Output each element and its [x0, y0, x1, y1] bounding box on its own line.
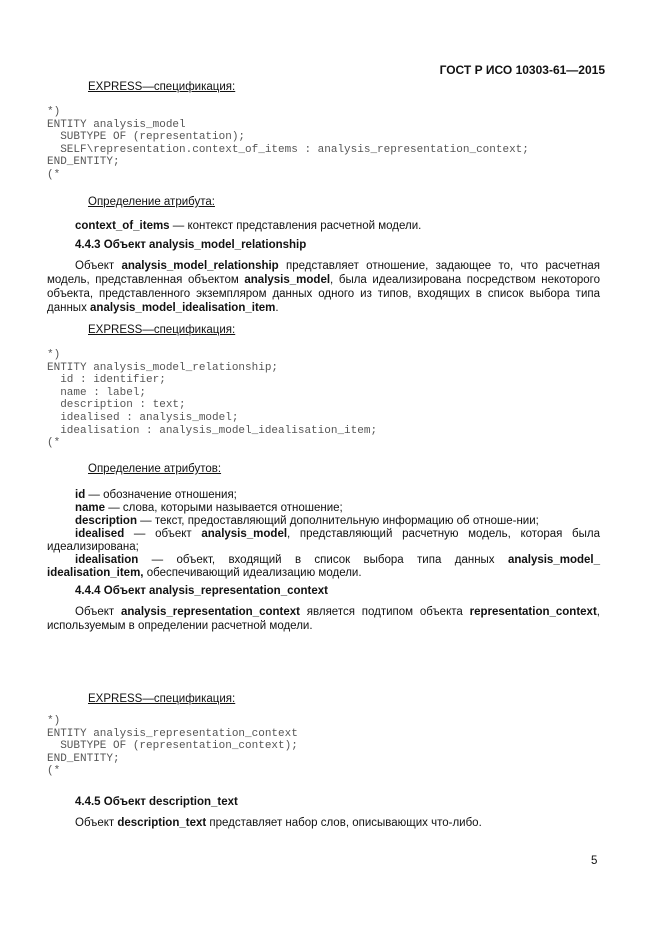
paragraph-4-4-3: [47, 259, 600, 315]
text: .: [275, 302, 279, 314]
term: analysis_model_idealisation_item: [90, 302, 276, 314]
definition-text: — контекст представления расчетной модели.: [169, 220, 422, 232]
text: — слова, которыми называется отношение;: [105, 502, 343, 514]
term: id: [75, 489, 86, 501]
attribute-list: [47, 489, 600, 580]
document-header: ГОСТ Р ИСО 10303-61—2015: [439, 63, 605, 77]
paragraph-4-4-4: [47, 605, 600, 633]
term: analysis_model_relationship: [121, 260, 279, 272]
context-of-items-definition: [47, 220, 600, 233]
text: представляет набор слов, описывающих что-либо.: [206, 817, 482, 829]
term: analysis_model_ idealisation_item,: [47, 554, 600, 579]
term: analysis_model: [201, 528, 288, 540]
attr-description: [47, 515, 600, 528]
express-spec-label: EXPRESS—спецификация:: [88, 324, 236, 336]
attr-idealisation: [47, 554, 600, 580]
text: , используемым в определении расчетной модели.: [47, 606, 600, 632]
text: Объект: [75, 606, 121, 618]
section-heading-4-4-3: 4.4.3 Объект analysis_model_relationship: [75, 239, 307, 251]
express-code-representation-context: *) ENTITY analysis_representation_context SUBTYPE OF (representation_context); END_ENTITY; (*: [47, 715, 298, 778]
attr-idealised: [47, 528, 600, 554]
term: name: [75, 502, 106, 514]
term: analysis_model: [244, 274, 331, 286]
term: description: [75, 515, 137, 527]
text: представляет отношение, задающее то, что расчетная модель, представленная объектом: [47, 260, 601, 286]
term: idealised: [75, 528, 125, 540]
section-heading-4-4-5: 4.4.5 Объект description_text: [75, 796, 238, 808]
term: description_text: [117, 817, 207, 829]
attribute-definition-label: Определение атрибута:: [88, 196, 215, 208]
term: representation_context: [469, 606, 597, 618]
text: — обозначение отношения;: [85, 489, 237, 501]
attr-name: [47, 502, 600, 515]
text: — объект: [124, 528, 202, 540]
term: context_of_items: [75, 220, 170, 232]
text: является подтипом объекта: [299, 606, 470, 618]
text: обеспечивающий идеализацию модели.: [143, 567, 362, 579]
paragraph-4-4-5: [47, 816, 600, 830]
page-number: 5: [591, 855, 598, 867]
term: analysis_representation_context: [121, 606, 300, 618]
express-spec-label: EXPRESS—спецификация:: [88, 81, 236, 93]
express-spec-label: EXPRESS—спецификация:: [88, 693, 236, 705]
express-code-analysis-model: *) ENTITY analysis_model SUBTYPE OF (representation); SELF\representation.context_of_items : analysis_representation_context; END_ENTITY; (*: [47, 106, 529, 181]
text: Объект: [75, 817, 118, 829]
text: — объект, входящий в список выбора типа данных: [138, 554, 508, 566]
text: — текст, предоставляющий дополнительную информацию об отноше-нии;: [136, 515, 539, 527]
attributes-definition-label: Определение атрибутов:: [88, 463, 222, 475]
text: , была идеализирована посредством некоторого объекта, представленного экземпляром данных одного из типов, входящих в список выбора типа данных: [47, 274, 600, 314]
attr-id: [47, 489, 600, 502]
section-heading-4-4-4: 4.4.4 Объект analysis_representation_context: [75, 585, 328, 597]
text: Объект: [75, 260, 122, 272]
express-code-relationship: *) ENTITY analysis_model_relationship; id : identifier; name : label; description : text; idealised : analysis_model; idealisation : analysis_model_idealisation_item; (*: [47, 349, 378, 450]
term: idealisation: [75, 554, 139, 566]
text: , представляющий расчетную модель, которая была идеализирована;: [47, 528, 600, 553]
